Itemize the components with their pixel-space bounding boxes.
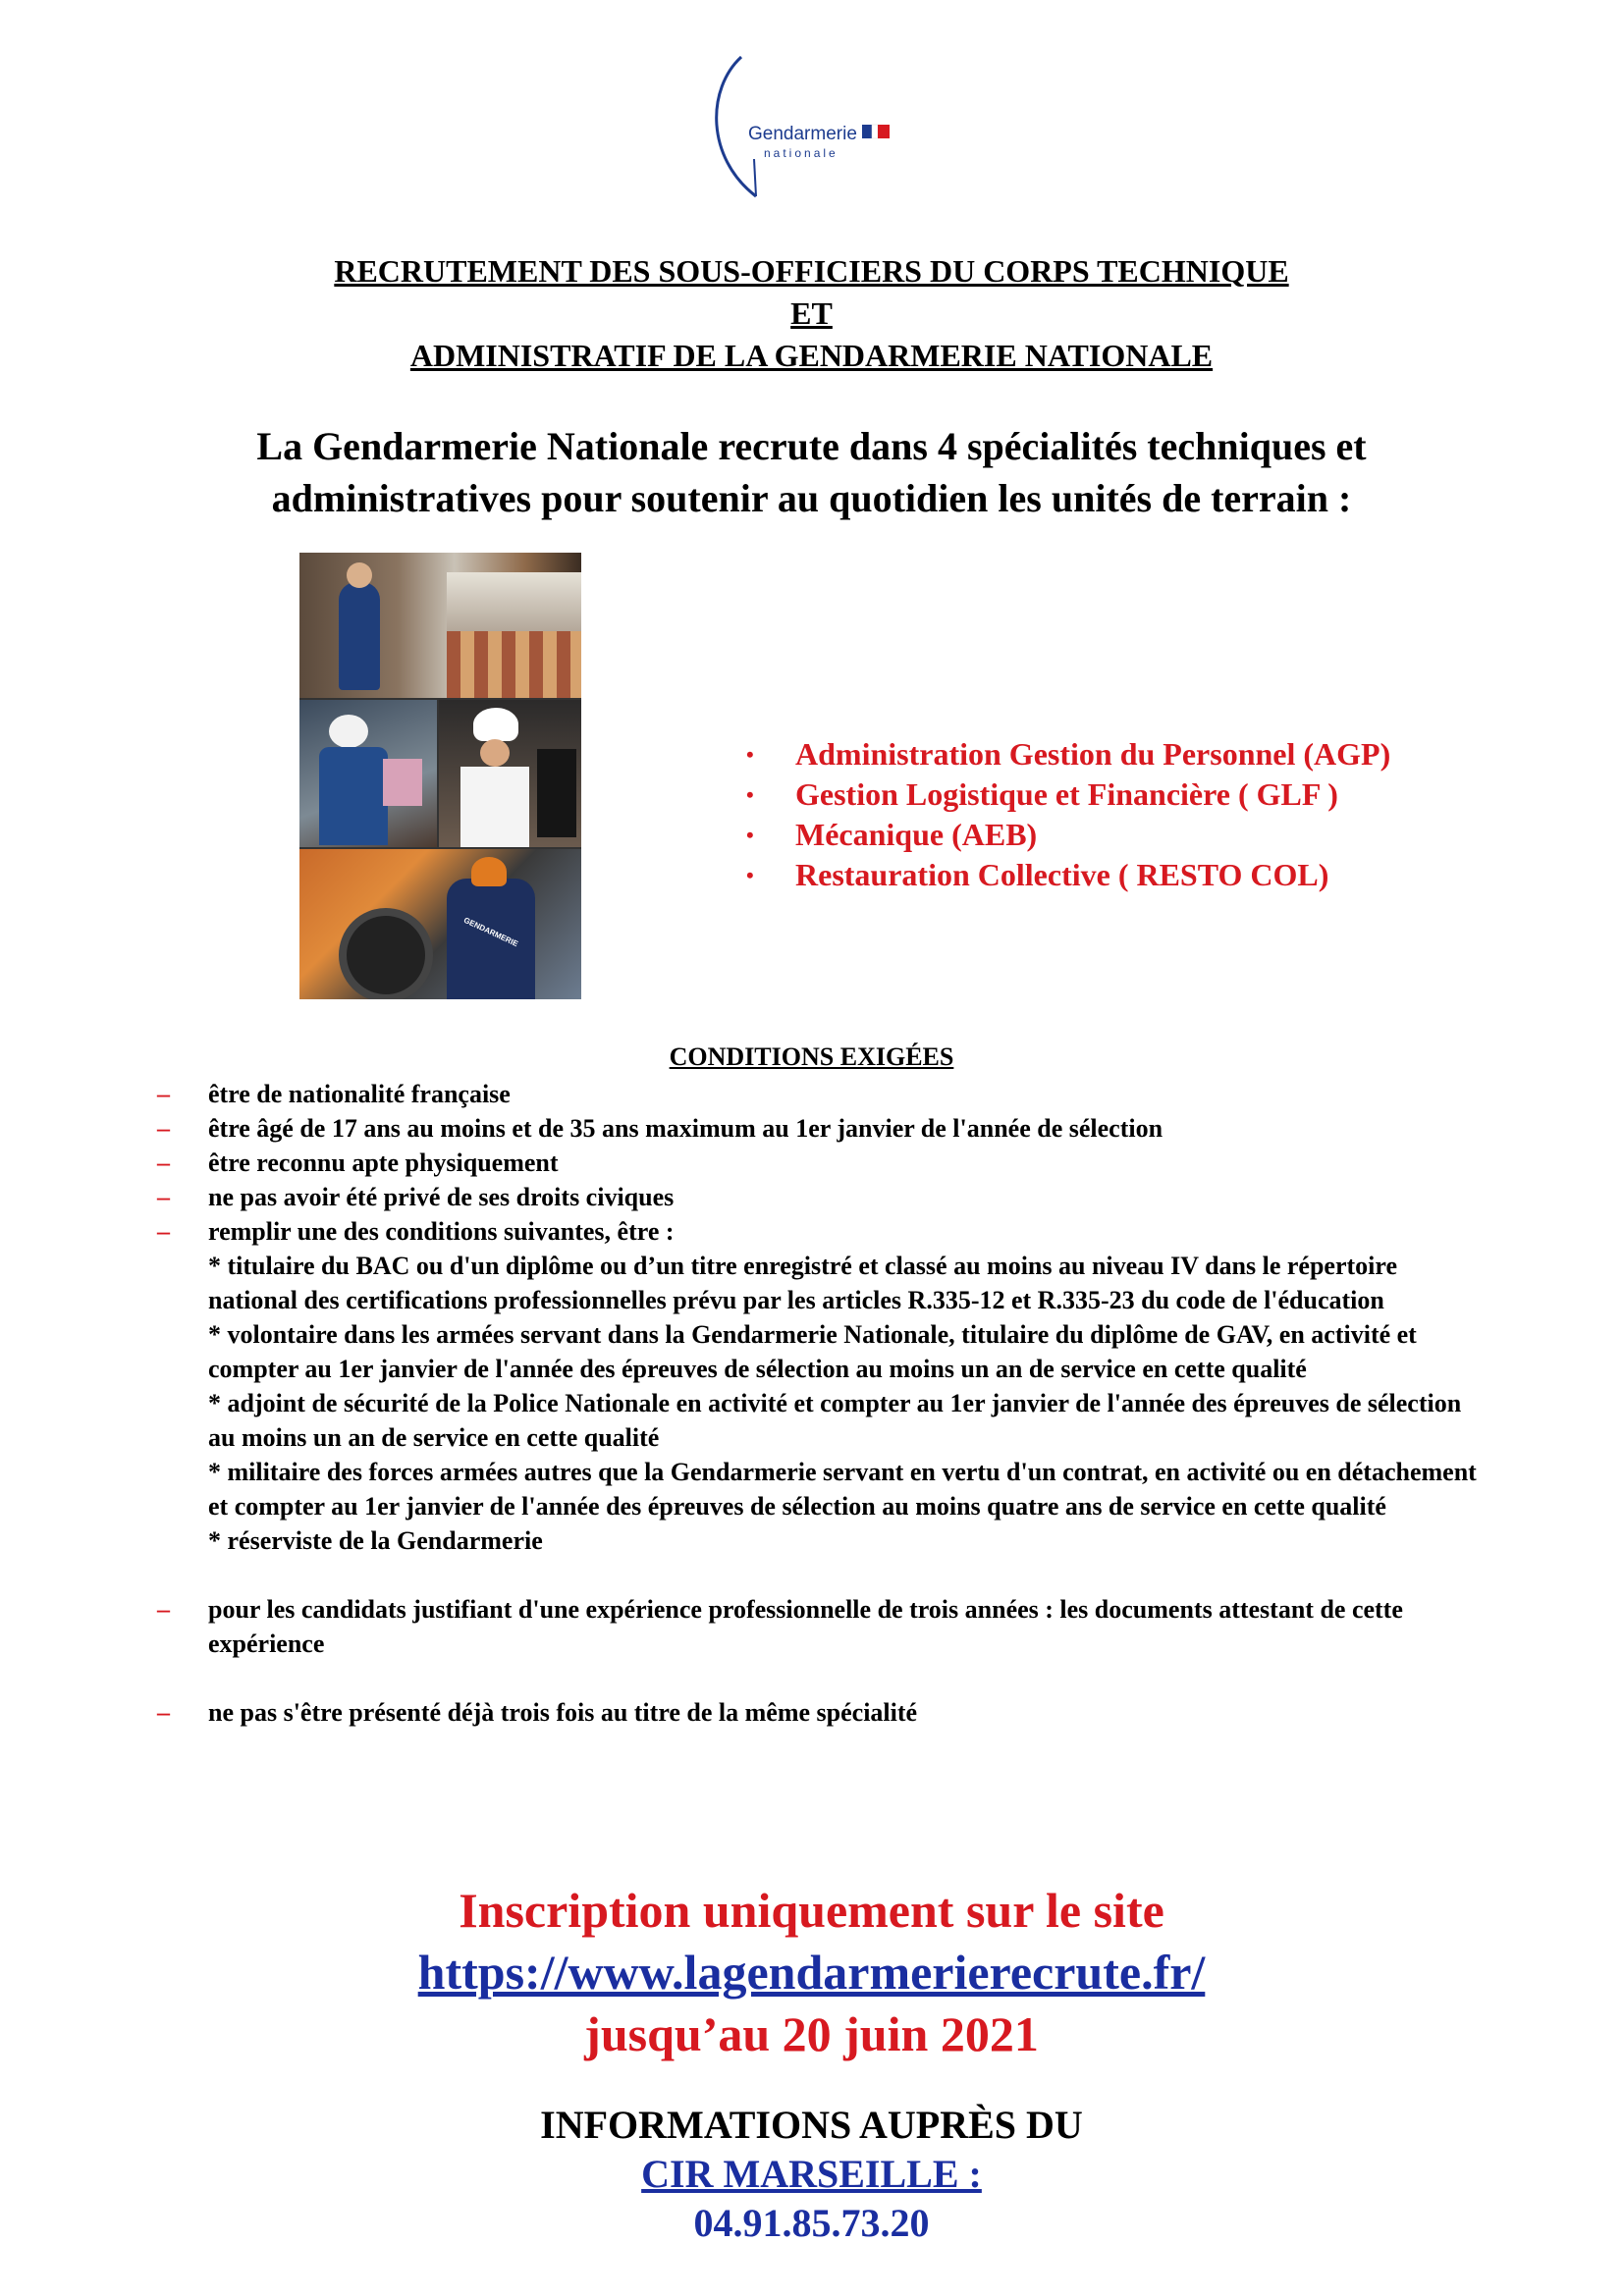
intro-text <box>0 420 1623 524</box>
condition-item <box>157 1077 1492 1111</box>
title-line-1: RECRUTEMENT DES SOUS-OFFICIERS DU CORPS TECHNIQUE <box>334 253 1289 289</box>
condition-item <box>157 1180 1492 1214</box>
sub-condition: * volontaire dans les armées servant dans la Gendarmerie Nationale, titulaire du diplôme de GAV, en activité et compter au 1er janvier de l'année des épreuves de sélection au moins un an de service en cette qualité <box>208 1320 1417 1383</box>
dash-bullet: – <box>157 1183 170 1211</box>
logo-wordmark: Gendarmerie <box>748 124 857 144</box>
intro-line-1: La Gendarmerie Nationale recrute dans 4 spécialités techniques et <box>256 424 1367 468</box>
specialty-aeb: • Mécanique (AEB) <box>746 815 1390 855</box>
intro-line-2: administratives pour soutenir au quotidien les unités de terrain : <box>271 476 1352 520</box>
conditions-list <box>157 1077 1492 1730</box>
contact-info <box>0 2101 1623 2248</box>
condition-text: remplir une des conditions suivantes, être : <box>208 1217 675 1246</box>
dash-bullet: – <box>157 1080 170 1108</box>
deadline: jusqu’au 20 juin 2021 <box>584 2006 1039 2061</box>
logo-subword: nationale <box>764 146 839 160</box>
registration-link[interactable]: https://www.lagendarmerierecrute.fr/ <box>417 1945 1206 2000</box>
title-line-3: ADMINISTRATIF DE LA GENDARMERIE NATIONALE <box>409 338 1214 373</box>
registration-callout <box>0 1880 1623 2065</box>
photo-chef <box>439 700 581 847</box>
dash-bullet: – <box>157 1698 170 1727</box>
dash-bullet: – <box>157 1595 170 1624</box>
sub-condition: * adjoint de sécurité de la Police Nationale en activité et compter au 1er janvier de l'année des épreuves de sélection au moins un an de service en cette qualité <box>208 1389 1462 1452</box>
title-line-2: ET <box>790 295 833 331</box>
gendarmerie-logo <box>687 49 923 216</box>
dash-bullet: – <box>157 1217 170 1246</box>
page-title <box>0 250 1623 377</box>
photo-mechanic <box>299 849 581 999</box>
specialty-glf: • Gestion Logistique et Financière ( GLF ) <box>746 774 1390 815</box>
condition-text: ne pas avoir été privé de ses droits civiques <box>208 1183 675 1211</box>
condition-text: pour les candidats justifiant d'une expérience professionnelle de trois années : les documents attestant de cette expérience <box>208 1595 1403 1658</box>
phone-number: 04.91.85.73.20 <box>693 2201 930 2245</box>
dash-bullet: – <box>157 1114 170 1143</box>
condition-item <box>157 1146 1492 1180</box>
condition-text: être âgé de 17 ans au moins et de 35 ans maximum au 1er janvier de l'année de sélection <box>208 1114 1163 1143</box>
specialty-resto-col: • Restauration Collective ( RESTO COL) <box>746 855 1390 895</box>
sub-condition: * réserviste de la Gendarmerie <box>208 1526 543 1555</box>
condition-text: ne pas s'être présenté déjà trois fois au titre de la même spécialité <box>208 1698 918 1727</box>
condition-sublist <box>208 1249 1492 1558</box>
condition-text: être reconnu apte physiquement <box>208 1148 559 1177</box>
sub-condition: * militaire des forces armées autres que la Gendarmerie servant en vertu d'un contrat, en activité ou en détachement et compter au 1er janvier de l'année des épreuves de sélection au moins quatre ans de service en cette qualité <box>208 1458 1477 1521</box>
sub-condition: * titulaire du BAC ou d'un diplôme ou d’un titre enregistré et classé au moins au niveau IV dans le répertoire national des certifications professionnelles prévu par les articles R.335-12 et R.335-23 du code de l'éducation <box>208 1252 1397 1314</box>
condition-text: être de nationalité française <box>208 1080 511 1108</box>
condition-item <box>157 1592 1492 1661</box>
conditions-title: CONDITIONS EXIGÉES <box>669 1042 954 1071</box>
condition-item <box>157 1111 1492 1146</box>
cir-marseille-link[interactable]: CIR MARSEILLE : <box>641 2152 982 2196</box>
info-heading: INFORMATIONS AUPRÈS DU <box>540 2103 1083 2147</box>
condition-item <box>157 1214 1492 1558</box>
photo-agent-corridor <box>299 553 581 698</box>
photo-collage <box>299 553 581 999</box>
photo-admin-worker <box>299 700 437 847</box>
photo-badge-text: GENDARMERIE <box>461 915 520 949</box>
specialties-list <box>746 734 1390 895</box>
cta-line: Inscription uniquement sur le site <box>459 1883 1164 1938</box>
specialty-agp: • Administration Gestion du Personnel (AGP) <box>746 734 1390 774</box>
dash-bullet: – <box>157 1148 170 1177</box>
condition-item <box>157 1695 1492 1730</box>
